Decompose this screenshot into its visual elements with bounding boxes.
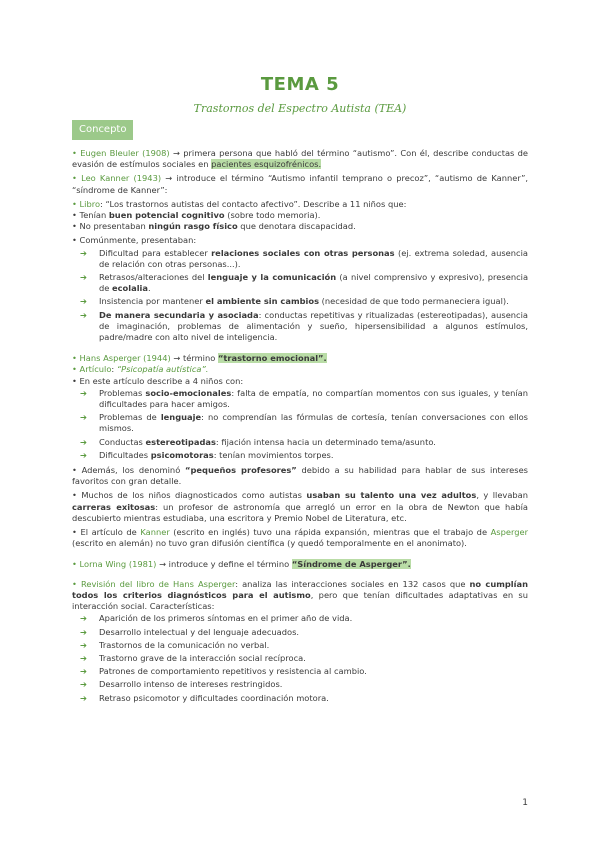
paragraph-muchos (72, 490, 528, 524)
bullet: • (72, 527, 77, 538)
ademas-pre: Además, los denominó (81, 465, 181, 476)
paragraph-comunmente (72, 235, 528, 246)
kanner-characteristics-list (72, 248, 528, 344)
no-presentaban-bold: ningún rasgo físico (148, 221, 238, 232)
tenian-post: (sobre todo memoria). (227, 210, 321, 221)
item-bold: psicomotoras (150, 449, 214, 460)
wing-highlight: “Síndrome de Asperger”. (291, 558, 411, 569)
libro-label: Libro (79, 198, 101, 209)
bullet: • (72, 235, 77, 246)
muchos-mid: , y llevaban (476, 490, 529, 501)
list-item (72, 679, 528, 690)
item-bold: estereotipadas (145, 436, 216, 447)
paragraph-asperger (72, 353, 528, 364)
list-item (72, 437, 528, 448)
paragraph-tenian (72, 210, 528, 221)
el-articulo-pre: El artículo de (80, 527, 137, 538)
list-item (72, 296, 528, 307)
item-text: Trastornos de la comunicación no verbal. (99, 639, 270, 650)
item-text: . (148, 283, 151, 294)
articulo-label: Artículo (79, 364, 112, 375)
item-text: Insistencia por mantener (99, 296, 203, 307)
arrow-icon: ➔ (80, 626, 87, 637)
list-item (72, 640, 528, 651)
item-text: Desarrollo intenso de intereses restringidos. (99, 679, 283, 690)
list-item (72, 653, 528, 664)
bullet: • (72, 221, 77, 232)
revision-label: Revisión del libro de Hans Asperger (80, 578, 236, 589)
item-bold: lenguaje y la comunicación (207, 272, 337, 283)
paragraph-wing (72, 559, 528, 570)
paragraph-ademas (72, 465, 528, 487)
item-bold: relaciones sociales con otras personas (211, 247, 395, 258)
paragraph-no-presentaban (72, 221, 528, 232)
item-text: Trastorno grave de la interacción social recíproca. (99, 652, 306, 663)
revision-pre: : analiza las interacciones sociales en 132 casos que (235, 578, 466, 589)
bullet: • (72, 375, 77, 386)
item-text: Problemas de (99, 412, 157, 423)
author-kanner: Leo Kanner (1943) (81, 173, 162, 184)
arrow-icon: ➔ (80, 247, 87, 258)
arrow-icon: ➔ (80, 613, 87, 624)
asperger-characteristics-list (72, 388, 528, 461)
list-item (72, 613, 528, 624)
no-presentaban-post: que denotara discapacidad. (240, 221, 356, 232)
arrow-icon: ➔ (80, 692, 87, 703)
articulo-title: “Psicopatía autística”. (116, 364, 209, 375)
asperger-text: término (182, 353, 216, 364)
item-text: : falta de empatía, no compartían momentos con sus iguales, y tenían dificultades para hacer amigos. (99, 387, 528, 410)
bullet: • (72, 364, 77, 375)
name-kanner: Kanner (140, 527, 170, 538)
document-body (72, 148, 528, 708)
arrow-icon: ➔ (80, 387, 87, 398)
item-text: : no comprendían las fórmulas de cortesía, tenían conversaciones con ellos mismos. (99, 412, 528, 434)
item-text: Retrasos/alteraciones del (99, 272, 205, 283)
arrow-symbol: → (173, 353, 181, 364)
item-text: : fijación intensa hacia un determinado tema/asunto. (215, 436, 436, 447)
paragraph-articulo (72, 364, 528, 375)
bullet: • (72, 210, 77, 221)
arrow-icon: ➔ (80, 666, 87, 677)
asperger-highlight: “trastorno emocional”. (217, 353, 327, 364)
el-articulo-mid: (escrito en inglés) tuvo una rápida expansión, mientras que el trabajo de (173, 527, 488, 538)
page-subtitle: Trastornos del Espectro Autista (TEA) (193, 102, 407, 115)
en-este-text: En este artículo describe a 4 niños con: (79, 375, 244, 386)
section-tag-concepto: Concepto (72, 120, 133, 140)
page-number: 1 (522, 798, 528, 808)
item-text: Dificultad para establecer (99, 247, 208, 258)
list-item (72, 666, 528, 677)
revision-bold: no cumplían todos los criterios diagnósticos para el autismo (72, 578, 529, 600)
paragraph-kanner (72, 173, 528, 195)
arrow-icon: ➔ (80, 309, 87, 320)
list-item (72, 450, 528, 461)
paragraph-libro (72, 199, 528, 210)
arrow-icon: ➔ (80, 296, 87, 307)
bleuler-text: primera persona que habló del término “autismo”. Con él, describe conductas de evasión de estímulos sociales en (72, 148, 529, 170)
name-asperger: Asperger (490, 527, 529, 538)
list-item (72, 248, 528, 270)
bullet: • (72, 173, 77, 184)
item-bold: lenguaje (160, 412, 202, 423)
arrow-icon: ➔ (80, 639, 87, 650)
bleuler-highlight: pacientes esquizofrénicos. (211, 159, 322, 170)
ademas-bold: “pequeños profesores” (185, 465, 297, 476)
bullet: • (72, 558, 77, 569)
author-bleuler: Eugen Bleuler (1908) (80, 148, 170, 158)
list-item (72, 693, 528, 704)
paragraph-en-este (72, 376, 528, 387)
arrow-symbol: → (159, 558, 167, 569)
arrow-icon: ➔ (80, 449, 87, 460)
author-wing: Lorna Wing (1981) (79, 558, 157, 569)
item-text: : tenían movimientos torpes. (213, 449, 334, 460)
tenian-pre: Tenían (79, 210, 107, 221)
arrow-icon: ➔ (80, 652, 87, 663)
arrow-icon: ➔ (80, 436, 87, 447)
muchos-post: : un profesor de astronomía que arregló un error en la obra de Newton que había descubierto mientras estudiaba, una escritora y Premio Nobel de Literatura, etc. (72, 501, 528, 523)
bullet: • (72, 353, 77, 364)
author-asperger: Hans Asperger (1944) (79, 353, 171, 364)
arrow-icon: ➔ (80, 412, 87, 423)
paragraph-bleuler (72, 148, 528, 170)
muchos-bold: usaban su talento una vez adultos (306, 490, 477, 501)
wing-characteristics-list (72, 613, 528, 703)
item-text: Dificultades (99, 449, 149, 460)
muchos-bold2: carreras exitosas (72, 501, 156, 512)
no-presentaban-pre: No presentaban (79, 221, 146, 232)
item-text: (a nivel comprensivo y expresivo), presencia de (99, 272, 529, 294)
item-bold: ecolalia (112, 283, 148, 294)
muchos-pre: Muchos de los niños diagnosticados como autistas (81, 490, 302, 501)
arrow-icon: ➔ (80, 679, 87, 690)
list-item (72, 627, 528, 638)
item-text: Patrones de comportamiento repetitivos y resistencia al cambio. (99, 666, 367, 677)
list-item (72, 388, 528, 410)
el-articulo-post: (escrito en alemán) no tuvo gran difusión científica (y quedó temporalmente en el anonimato). (72, 538, 467, 549)
comunmente-text: Comúnmente, presentaban: (79, 235, 197, 246)
paragraph-revision (72, 579, 528, 613)
item-bold: el ambiente sin cambios (205, 296, 320, 307)
paragraph-el-articulo (72, 527, 528, 549)
item-bold: socio-emocionales (145, 387, 232, 398)
list-item (72, 272, 528, 294)
libro-text: : “Los trastornos autistas del contacto afectivo”. Describe a 11 niños que: (100, 198, 407, 209)
bullet: • (72, 148, 77, 158)
item-text: Conductas (99, 436, 143, 447)
bullet: • (72, 578, 77, 589)
arrow-icon: ➔ (80, 272, 87, 283)
item-text: Aparición de los primeros síntomas en el primer año de vida. (99, 613, 353, 624)
item-text: Retraso psicomotor y dificultades coordinación motora. (99, 692, 329, 703)
item-bold: De manera secundaria y asociada (99, 309, 259, 320)
articulo-text: : (111, 364, 117, 375)
revision-post: , pero que tenían dificultades adaptativas en su interacción social. Características: (72, 589, 528, 612)
item-text: Problemas (99, 387, 143, 398)
bullet: • (72, 198, 77, 209)
list-item (72, 310, 528, 344)
wing-text: introduce y define el término (168, 558, 290, 569)
item-text: : conductas repetitivas y ritualizadas (estereotipadas), ausencia de imaginación, problemas de alimentación y sueño, hipersensibilidad a algunos estímulos, padre/madre con alto nivel de inteligencia. (99, 309, 529, 343)
item-text: (necesidad de que todo permaneciera igual). (321, 296, 509, 307)
tenian-bold: buen potencial cognitivo (108, 210, 225, 221)
list-item (72, 412, 528, 434)
item-text: (ej. extrema soledad, ausencia de relación con otras personas...). (99, 247, 528, 269)
page-title: TEMA 5 (260, 74, 340, 95)
arrow-symbol: → (165, 173, 173, 184)
item-text: Desarrollo intelectual y del lenguaje adecuados. (99, 626, 300, 637)
kanner-text: introduce el término “Autismo infantil temprano o precoz”, “autismo de Kanner”, “síndrome de Kanner”: (72, 173, 529, 195)
bullet: • (72, 465, 77, 476)
ademas-post: debido a su habilidad para hablar de sus intereses favoritos con gran detalle. (72, 465, 528, 487)
bullet: • (72, 490, 77, 501)
arrow-symbol: → (172, 148, 180, 158)
